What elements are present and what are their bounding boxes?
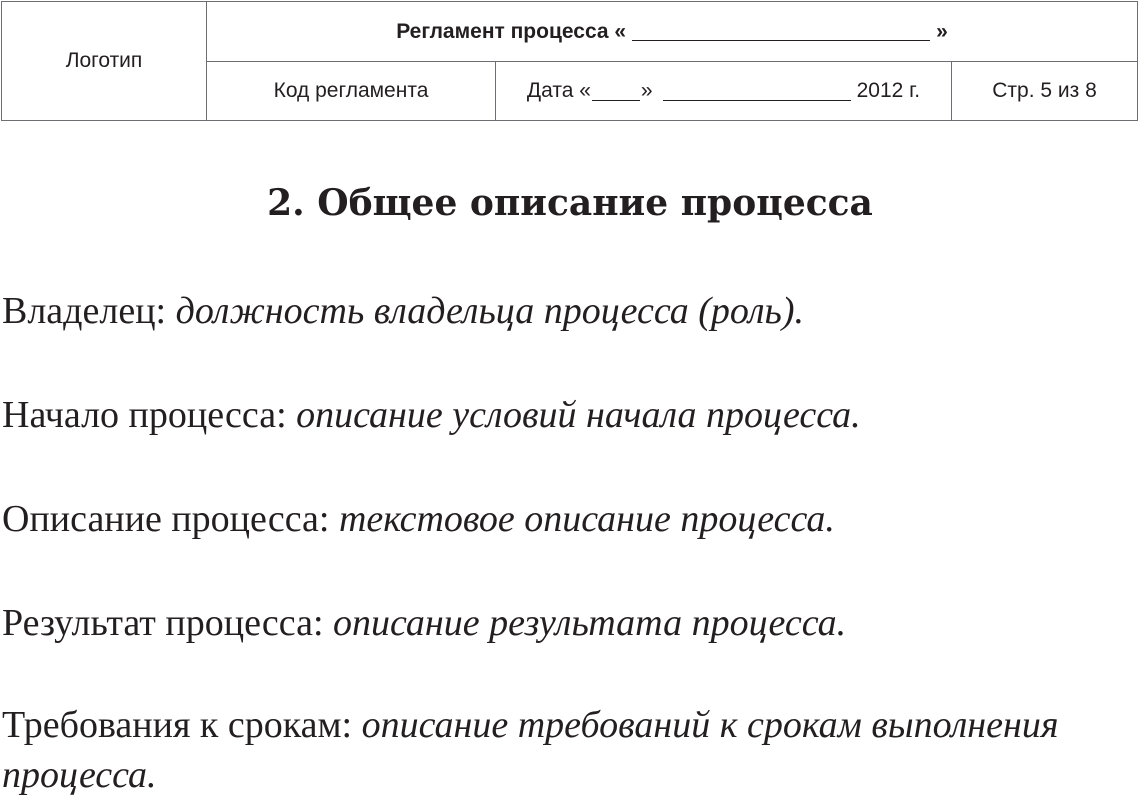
field-label: Описание процесса: [2,498,330,540]
date-cell [496,62,952,120]
page-number-label: Стр. 5 из 8 [992,79,1097,102]
regulation-code-cell [207,62,496,120]
field-value: должность владельца процесса (роль). [175,290,805,332]
logo-label: Логотип [65,49,143,72]
field-process-description [2,494,1122,544]
field-value: текстовое описание процесса. [338,498,835,540]
regulation-title-suffix: » [936,19,948,43]
field-value: описание условий начала процесса. [296,394,861,436]
field-label: Начало процесса: [2,394,287,436]
page-number-cell [952,62,1137,120]
process-name-blank-line [632,22,930,41]
date-year: 2012 г. [856,79,921,102]
regulation-code-label: Код регламента [273,79,429,102]
document-header-table [1,1,1138,121]
date-quote-close: » [640,79,653,102]
field-value: описание результата процесса. [333,602,847,644]
field-process-start [2,390,1122,440]
field-value: описание требований к срокам выполнения процесса. [2,704,1059,796]
field-process-result [2,598,1122,648]
section-title: 2. Общее описание процесса [267,182,873,224]
date-month-blank-line [663,82,851,101]
date-prefix: Дата « [526,79,591,102]
field-owner [2,286,1122,336]
date-day-blank-line [592,82,640,101]
regulation-title-prefix: Регламент процесса « [396,19,627,43]
logo-placeholder [2,2,207,120]
field-label: Владелец: [2,290,167,332]
regulation-title-cell [207,2,1137,62]
field-label: Результат процесса: [2,602,324,644]
field-time-requirements [2,700,1122,800]
field-label: Требования к срокам: [2,704,353,746]
